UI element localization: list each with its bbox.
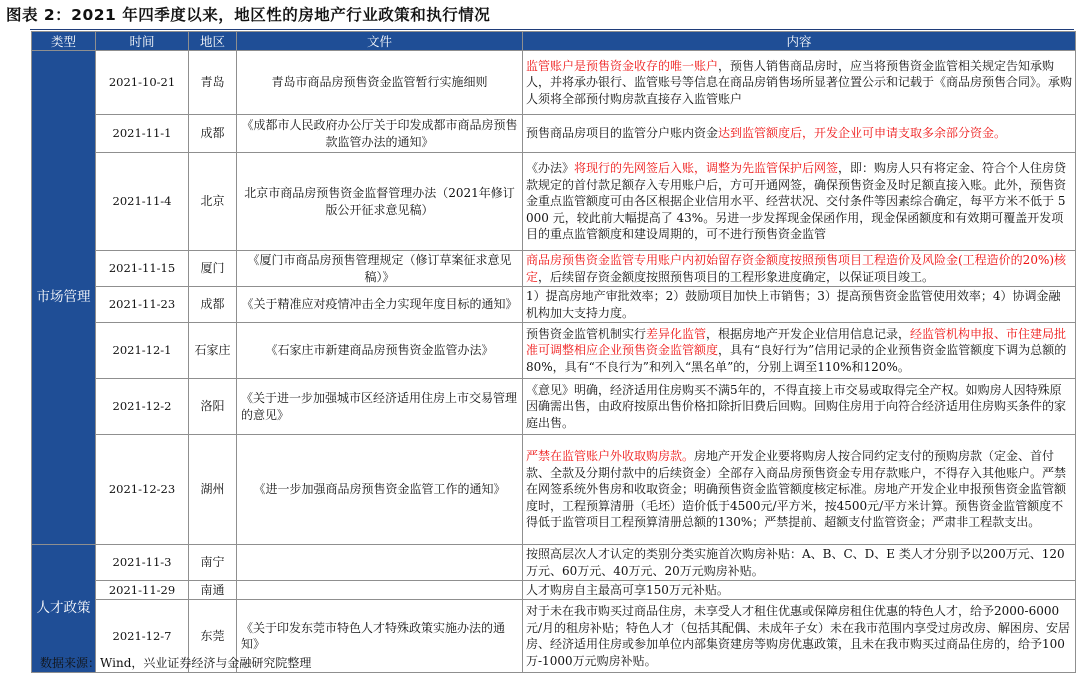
table-row <box>32 153 1076 251</box>
cell-time: 2021-11-4 <box>96 153 189 251</box>
cell-time: 2021-11-23 <box>96 287 189 323</box>
table-row <box>32 251 1076 287</box>
source-note: 数据来源：Wind，兴业证券经济与金融研究院整理 <box>40 656 312 670</box>
content-text: 1）提高房地产审批效率；2）鼓励项目加快上市销售；3）提高预售资金监管使用效率；4）协调金融机构加大支持力度。 <box>526 289 1061 320</box>
cell-time: 2021-12-1 <box>96 323 189 379</box>
cell-region: 北京 <box>189 153 237 251</box>
highlight-text: 差异化监管 <box>646 326 707 341</box>
table-row <box>32 545 1076 581</box>
cell-time: 2021-12-23 <box>96 435 189 545</box>
cell-content <box>523 115 1076 153</box>
cell-region: 南宁 <box>189 545 237 581</box>
content-text: 房地产开发企业要将购房人按合同约定支付的预购房款（定金、首付款、全款及分期付款中的后续资金）全部存入商品房预售资金专用存款账户，不得存入其他账户。严禁在网签系统外售房和收取资金；明确预售资金监管额度核定标准。房地产开发企业申报预售资金监管额度时，工程预算清册（毛坯）造价低于4500元/平方米，按4500元/平方米计算。预售资金监管额度不得低于监管项目工程预算清册总额的130%；严禁提前、超额支付监管资金；严肃非工程款支出。 <box>526 449 1067 530</box>
cell-doc: 《关于印发东莞市特色人才特殊政策实施办法的通知》 <box>237 600 523 673</box>
cell-doc: 《关于精准应对疫情冲击全力实现年度目标的通知》 <box>237 287 523 323</box>
cell-region: 成都 <box>189 287 237 323</box>
highlight-text: 监管账户是预售资金收存的唯一账户 <box>526 58 719 73</box>
cell-content <box>523 581 1076 600</box>
table-row <box>32 581 1076 600</box>
cell-doc: 《关于进一步加强城市区经济适用住房上市交易管理的意见》 <box>237 379 523 435</box>
header-content: 内容 <box>523 32 1076 51</box>
cell-content <box>523 287 1076 323</box>
policy-table <box>31 31 1076 673</box>
table-row <box>32 379 1076 435</box>
highlight-text: 经监管机构申报、市住建局批准可调整相应企业预售资金监管额度 <box>526 326 1067 358</box>
cell-doc: 《石家庄市新建商品房预售资金监管办法》 <box>237 323 523 379</box>
cell-region: 湖州 <box>189 435 237 545</box>
cell-time: 2021-10-21 <box>96 51 189 115</box>
content-text: ，后续留存资金额度按照预售项目的工程形象进度确定，以保证项目竣工。 <box>538 269 935 284</box>
cell-region: 成都 <box>189 115 237 153</box>
cell-doc <box>237 545 523 581</box>
cell-content <box>523 379 1076 435</box>
table-row <box>32 323 1076 379</box>
content-text: ，即：购房人只有将定金、符合个人住房贷款规定的首付款足额存入专用账户后，方可开通网签，确保预售资金及时足额直接入账。此外，预售资金重点监管额度可由各区根据企业信用水平、经营状况、交付条件等因素综合确定，每平方米不低于 5000 元，较此前大幅提高了 43%。另进一步发挥现金保函作用，现金保函额度和有效期可覆盖开发项目的重点监管额度和建设周期的，可不进行预售资金监管 <box>526 161 1067 242</box>
content-text: ，根据房地产开发企业信用信息记录， <box>706 326 911 341</box>
group-market: 市场管理 <box>32 51 96 545</box>
content-text: ，预售人销售商品房时，应当将预售资金监管相关规定告知承购人，并将承办银行、监管账号等信息在商品房销售场所显著位置公示和记载于《商品房预售合同》。承购人须将全部预付购房款直接存入监管账户 <box>526 58 1073 106</box>
cell-content <box>523 153 1076 251</box>
cell-content <box>523 251 1076 287</box>
content-text: 预售资金监管机制实行 <box>526 326 647 341</box>
cell-content <box>523 435 1076 545</box>
cell-region: 南通 <box>189 581 237 600</box>
figure-title: 图表 2：2021 年四季度以来，地区性的房地产行业政策和执行情况 <box>6 6 491 24</box>
cell-region: 东莞 <box>189 600 237 673</box>
cell-doc: 《厦门市商品房预售管理规定（修订草案征求意见稿）》 <box>237 251 523 287</box>
content-text: ，具有“良好行为”信用记录的企业预售资金监管额度下调为总额的80%，具有“不良行为”和列入“黑名单”的，分别上调至110%和120%。 <box>526 343 1067 374</box>
highlight-text: 商品房预售资金监管专用账户内初始留存资金额度按照预售项目工程造价及风险金(工程造价的20%)核定 <box>526 253 1067 284</box>
content-text: 人才购房自主最高可享150万元补贴。 <box>526 582 729 597</box>
table-row <box>32 287 1076 323</box>
header-doc: 文件 <box>237 32 523 51</box>
cell-doc: 《进一步加强商品房预售资金监管工作的通知》 <box>237 435 523 545</box>
header-time: 时间 <box>96 32 189 51</box>
content-text: 《意见》明确，经济适用住房购买不满5年的，不得直接上市交易或取得完全产权。如购房人因特殊原因确需出售，由政府按原出售价格扣除折旧费后回购。回购住房用于向符合经济适用住房购买条件的家庭出售。 <box>526 382 1067 430</box>
cell-time: 2021-11-1 <box>96 115 189 153</box>
table-row <box>32 51 1076 115</box>
cell-time: 2021-12-2 <box>96 379 189 435</box>
cell-region: 青岛 <box>189 51 237 115</box>
group-talent: 人才政策 <box>32 545 96 673</box>
title-rule <box>30 29 1074 30</box>
table-row <box>32 435 1076 545</box>
content-text: 按照高层次人才认定的类别分类实施首次购房补贴：A、B、C、D、E 类人才分别予以200万元、120万元、60万元、40万元、20万元购房补贴。 <box>526 547 1065 578</box>
cell-content <box>523 323 1076 379</box>
header-type: 类型 <box>32 32 96 51</box>
table-header-row <box>32 32 1076 51</box>
cell-time: 2021-11-3 <box>96 545 189 581</box>
highlight-text: 达到监管额度后，开发企业可申请支取多余部分资金。 <box>718 126 1007 141</box>
cell-doc: 《成都市人民政府办公厅关于印发成都市商品房预售款监管办法的通知》 <box>237 115 523 153</box>
content-text: 对于未在我市购买过商品住房，未享受人才租住优惠或保障房租住优惠的特色人才，给予2000-6000元/月的租房补贴；特色人才（包括其配偶、未成年子女）未在我市范围内享受过房改房、解困房、安居房、经济适用住房或参加单位内部集资建房等购房优惠政策，且未在我市购买过商品住房的，给予100万-1000万元购房补贴。 <box>526 604 1071 668</box>
cell-doc: 青岛市商品房预售资金监管暂行实施细则 <box>237 51 523 115</box>
table-row <box>32 115 1076 153</box>
highlight-text: 将现行的先网签后入账，调整为先监管保护后网签 <box>574 161 839 176</box>
cell-content <box>523 545 1076 581</box>
cell-region: 石家庄 <box>189 323 237 379</box>
cell-content <box>523 51 1076 115</box>
cell-doc: 北京市商品房预售资金监督管理办法（2021年修订版公开征求意见稿） <box>237 153 523 251</box>
cell-region: 洛阳 <box>189 379 237 435</box>
content-text: 预售商品房项目的监管分户账内资金 <box>526 126 719 141</box>
cell-time: 2021-11-29 <box>96 581 189 600</box>
content-text: 《办法》 <box>526 161 575 176</box>
highlight-text: 严禁在监管账户外收取购房款。 <box>526 449 695 464</box>
header-region: 地区 <box>189 32 237 51</box>
cell-time: 2021-11-15 <box>96 251 189 287</box>
cell-content <box>523 600 1076 673</box>
cell-region: 厦门 <box>189 251 237 287</box>
cell-time: 2021-12-7 <box>96 600 189 673</box>
cell-doc <box>237 581 523 600</box>
